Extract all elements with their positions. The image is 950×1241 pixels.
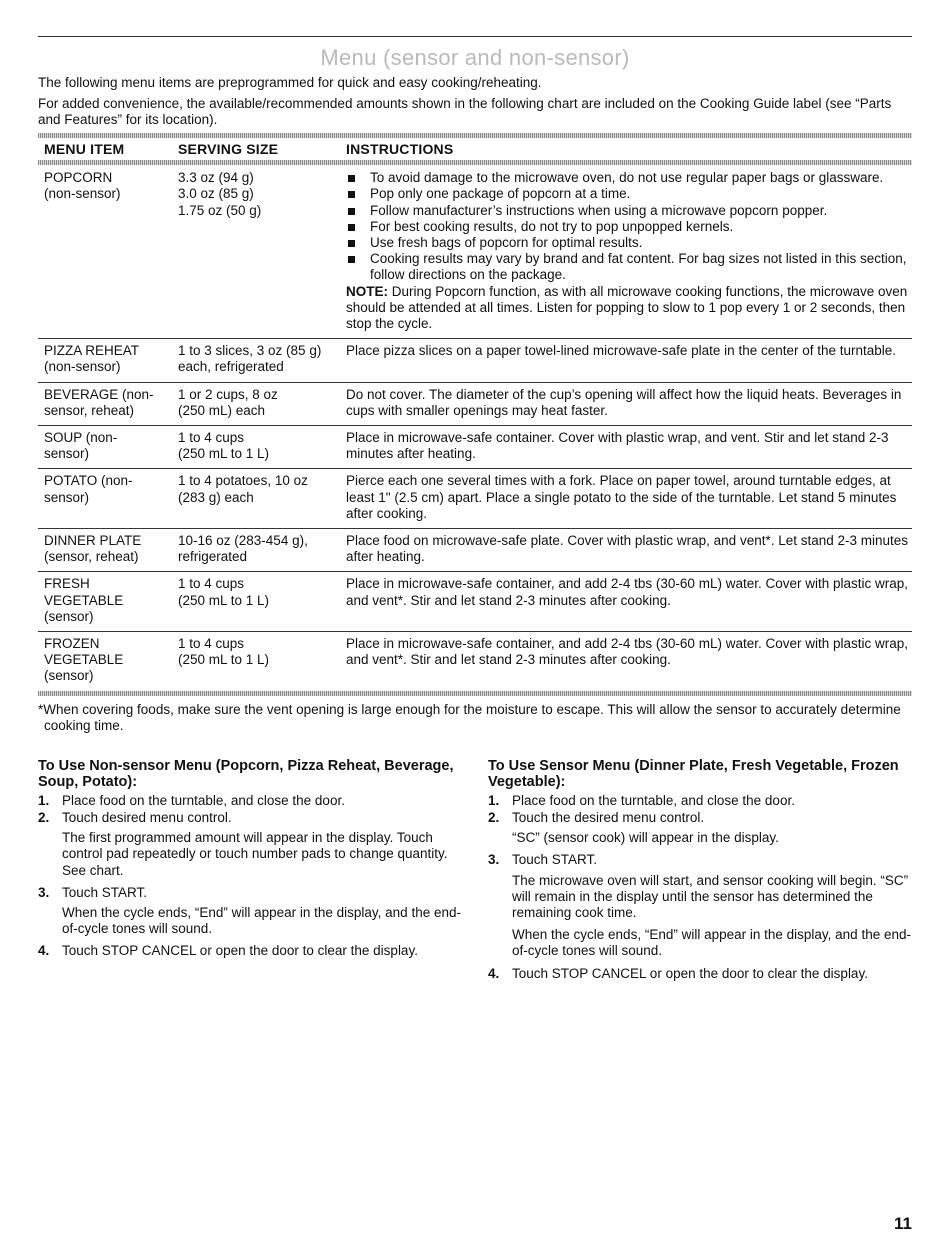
step-number: 4. xyxy=(38,943,50,959)
table-row xyxy=(38,165,912,339)
table-header-row xyxy=(38,138,912,160)
page-number: 11 xyxy=(894,1214,912,1233)
step-detail: The first programmed amount will appear in the display. Touch control pad repeatedly or touch number pads to change quantity. See chart. xyxy=(62,830,448,878)
step-item xyxy=(38,793,462,809)
menu-item-cell xyxy=(38,469,178,529)
instructions-cell: Place food on microwave-safe plate. Cover with plastic wrap, and vent*. Let stand 2-3 minutes after heating. xyxy=(346,529,912,572)
menu-item-line: sensor, reheat) xyxy=(44,402,135,418)
menu-item-cell xyxy=(38,632,178,691)
step-text: Place food on the turntable, and close the door. xyxy=(62,792,345,808)
menu-item-cell xyxy=(38,529,178,572)
instructions-cell: Do not cover. The diameter of the cup’s opening will affect how the liquid heats. Beverages in cups with smaller openings may heat faster. xyxy=(346,382,912,425)
menu-item-line: VEGETABLE xyxy=(44,652,124,668)
step-text: Touch START. xyxy=(512,852,598,868)
serving-line: 1 to 4 cups xyxy=(178,430,245,446)
menu-item-line: (non-sensor) xyxy=(44,359,121,375)
serving-line: (250 mL) each xyxy=(178,402,266,418)
intro-paragraph: The following menu items are preprogrammed for quick and easy cooking/reheating. xyxy=(38,75,542,90)
serving-line: 10-16 oz (283-454 g), xyxy=(178,533,308,549)
serving-line: (250 mL to 1 L) xyxy=(178,446,270,462)
menu-item-line: POPCORN xyxy=(44,170,113,186)
step-number: 3. xyxy=(488,852,500,868)
serving-line: 1 to 4 potatoes, 10 oz xyxy=(178,473,308,489)
menu-item-cell xyxy=(38,426,178,469)
menu-item-line: (sensor, reheat) xyxy=(44,549,139,565)
instructions-cell xyxy=(346,165,912,339)
step-item xyxy=(38,943,462,959)
step-number: 4. xyxy=(488,965,500,981)
menu-item-line: VEGETABLE xyxy=(44,592,124,608)
serving-line: 1 to 3 slices, 3 oz (85 g) xyxy=(178,343,322,359)
table-row xyxy=(38,632,912,691)
serving-line: 1 to 4 cups xyxy=(178,636,245,652)
table-row xyxy=(38,469,912,529)
step-number: 3. xyxy=(38,884,50,900)
popcorn-bullet-list xyxy=(346,170,912,283)
menu-item-cell xyxy=(38,382,178,425)
serving-line: 3.3 oz (94 g) xyxy=(178,170,254,186)
serving-line: 1 or 2 cups, 8 oz xyxy=(178,386,278,402)
step-item xyxy=(488,852,912,868)
instructions-cell: Place in microwave-safe container, and add 2-4 tbs (30-60 mL) water. Cover with plastic wrap, and vent*. Stir and let stand 2-3 minutes after cooking. xyxy=(346,572,912,632)
step-text: Touch START. xyxy=(62,884,148,900)
bullet-item: Follow manufacturer’s instructions when using a microwave popcorn popper. xyxy=(346,203,912,219)
serving-line: refrigerated xyxy=(178,549,248,565)
instructions-cell: Pierce each one several times with a fork. Place on paper towel, around turntable edges, at least 1" (2.5 cm) apart. Place a single potato to the side of the turntable. Let stand 5 minutes after cooking. xyxy=(346,469,912,529)
serving-size-cell xyxy=(178,339,346,382)
serving-line: 1.75 oz (50 g) xyxy=(178,202,262,218)
table-row xyxy=(38,339,912,382)
step-number: 2. xyxy=(38,809,50,825)
serving-line: each, refrigerated xyxy=(178,359,284,375)
serving-size-cell xyxy=(178,469,346,529)
table-row xyxy=(38,529,912,572)
step-item xyxy=(488,793,912,809)
menu-item-line: DINNER PLATE xyxy=(44,533,142,549)
step-detail: “SC” (sensor cook) will appear in the display. xyxy=(512,830,779,846)
step-number: 2. xyxy=(488,809,500,825)
serving-line: (250 mL to 1 L) xyxy=(178,592,270,608)
instructions-cell: Place in microwave-safe container, and add 2-4 tbs (30-60 mL) water. Cover with plastic wrap, and vent*. Stir and let stand 2-3 minutes after cooking. xyxy=(346,632,912,691)
step-detail: When the cycle ends, “End” will appear in the display, and the end-of-cycle tones will sound. xyxy=(512,927,911,959)
column-header: INSTRUCTIONS xyxy=(346,141,454,157)
serving-size-cell xyxy=(178,165,346,339)
serving-line: (283 g) each xyxy=(178,489,254,505)
table-bottom-rule xyxy=(38,691,912,696)
menu-item-line: POTATO (non- xyxy=(44,473,133,489)
non-sensor-heading: To Use Non-sensor Menu (Popcorn, Pizza Reheat, Beverage, Soup, Potato): xyxy=(38,757,454,791)
bullet-item: Use fresh bags of popcorn for optimal results. xyxy=(346,235,912,251)
popcorn-note xyxy=(346,284,912,333)
step-detail: When the cycle ends, “End” will appear in the display, and the end-of-cycle tones will sound. xyxy=(62,904,461,937)
table-row xyxy=(38,426,912,469)
instructions-cell: Place in microwave-safe container. Cover with plastic wrap, and vent. Stir and let stand 2-3 minutes after heating. xyxy=(346,426,912,469)
menu-item-line: FRESH xyxy=(44,576,90,592)
step-text: Touch desired menu control. xyxy=(62,809,232,825)
step-number: 1. xyxy=(488,792,500,808)
instructions-cell: Place pizza slices on a paper towel-lined microwave-safe plate in the center of the turntable. xyxy=(346,339,912,382)
instructions-columns xyxy=(38,758,912,982)
menu-item-line: sensor) xyxy=(44,446,90,462)
menu-item-line: sensor) xyxy=(44,489,90,505)
table-row xyxy=(38,382,912,425)
step-number: 1. xyxy=(38,792,50,808)
bullet-item: Pop only one package of popcorn at a time. xyxy=(346,186,912,202)
menu-item-cell xyxy=(38,165,178,339)
step-detail: The microwave oven will start, and sensor cooking will begin. “SC” will remain in the display until the sensor has determined the remaining cook time. xyxy=(512,872,909,920)
step-text: Place food on the turntable, and close the door. xyxy=(512,792,795,808)
page xyxy=(38,36,912,982)
step-text: Touch STOP CANCEL or open the door to clear the display. xyxy=(512,965,868,981)
menu-item-cell xyxy=(38,339,178,382)
serving-line: 3.0 oz (85 g) xyxy=(178,186,254,202)
intro-paragraph: For added convenience, the available/recommended amounts shown in the following chart are included on the Cooking Guide label (see “Parts and Features” for its location). xyxy=(38,96,892,127)
serving-size-cell xyxy=(178,572,346,632)
note-text: During Popcorn function, as with all microwave cooking functions, the microwave oven should be attended at all times. Listen for popping to slow to 1 pop every 1 or 2 seconds, then stop the cycle. xyxy=(346,283,908,332)
bullet-item: Cooking results may vary by brand and fat content. For bag sizes not listed in this section, follow directions on the package. xyxy=(346,251,912,283)
menu-item-line: SOUP (non- xyxy=(44,430,118,446)
sensor-instructions xyxy=(488,758,912,982)
menu-item-line: BEVERAGE (non- xyxy=(44,386,154,402)
bullet-item: For best cooking results, do not try to pop unpopped kernels. xyxy=(346,219,912,235)
non-sensor-instructions xyxy=(38,758,462,982)
serving-size-cell xyxy=(178,529,346,572)
menu-item-line: (sensor) xyxy=(44,668,94,684)
table-row xyxy=(38,572,912,632)
menu-table xyxy=(38,138,912,691)
step-text: Touch STOP CANCEL or open the door to clear the display. xyxy=(62,943,418,959)
step-text: Touch the desired menu control. xyxy=(512,809,705,825)
serving-size-cell xyxy=(178,426,346,469)
menu-item-line: FROZEN xyxy=(44,636,100,652)
note-label: NOTE: xyxy=(346,283,388,299)
column-header: MENU ITEM xyxy=(44,141,125,157)
page-title: Menu (sensor and non-sensor) xyxy=(320,45,630,70)
step-item xyxy=(38,885,462,901)
step-item xyxy=(488,810,912,826)
column-header: SERVING SIZE xyxy=(178,141,279,157)
menu-item-line: PIZZA REHEAT xyxy=(44,343,140,359)
serving-size-cell xyxy=(178,382,346,425)
menu-item-line: (sensor) xyxy=(44,608,94,624)
footnote: *When covering foods, make sure the vent opening is large enough for the moisture to escape. This will allow the sensor to accurately determine cooking time. xyxy=(38,701,901,733)
bullet-item: To avoid damage to the microwave oven, do not use regular paper bags or glassware. xyxy=(346,170,912,186)
menu-item-line: (non-sensor) xyxy=(44,186,121,202)
step-item xyxy=(38,810,462,826)
serving-line: 1 to 4 cups xyxy=(178,576,245,592)
sensor-heading: To Use Sensor Menu (Dinner Plate, Fresh Vegetable, Frozen Vegetable): xyxy=(488,757,899,791)
step-item xyxy=(488,966,912,982)
top-rule xyxy=(38,36,912,37)
menu-item-cell xyxy=(38,572,178,632)
serving-size-cell xyxy=(178,632,346,691)
serving-line: (250 mL to 1 L) xyxy=(178,652,270,668)
